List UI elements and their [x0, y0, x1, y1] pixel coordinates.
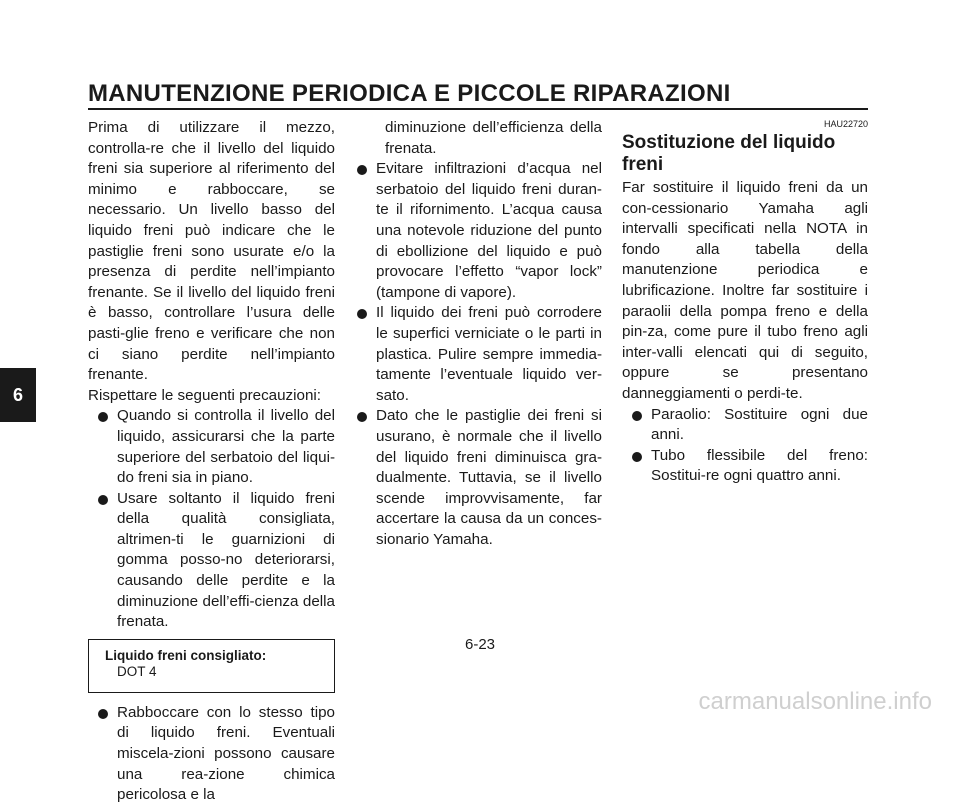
- list-item: Rabboccare con lo stesso tipo di liquido freni. Eventuali miscela-zioni possono causare una rea-zione chimica pericolosa e la: [98, 703, 335, 806]
- section-paragraph: Far sostituire il liquido freni da un con-cessionario Yamaha agli intervalli specificati nella NOTA in fondo alla tabella della manutenzione periodica e lubrificazione. Inoltre far sostituire i paraolii della pompa freno e della pin-za, come pure il tubo freno agli inter-valli elencati qui di seguito, oppure se presentano danneggiamenti o perdi-te.: [622, 179, 868, 402]
- bullet-icon: [98, 709, 108, 719]
- section-title: Sostituzione del liquido freni: [622, 132, 836, 175]
- list-item: Paraolio: Sostituire ogni due anni.: [632, 405, 868, 446]
- list-item: Dato che le pastiglie dei freni si usurano, è normale che il livello del liquido freni diminuisca gra-dualmente. Tuttavia, se il livello scende improvvisamente, far accertare la causa da un conces-sionario Yamaha.: [357, 406, 602, 550]
- watermark: carmanualsonline.info: [698, 688, 932, 715]
- chapter-tab: 6: [0, 368, 36, 422]
- intro-paragraph: Prima di utilizzare il mezzo, controlla-re che il livello del liquido freni sia superiore al riferimento del minimo e rabboccare, se necessario. Un livello basso del liquido freni può indicare che le pastiglie freni sono usurate e/o la presenza di perdite nell’impianto frenante. Se il livello del liquido freni è basso, controllare l’usura delle pasti-glie freno e verificare che non ci siano perdite nell’impianto frenante.: [88, 119, 335, 384]
- bullet-icon: [357, 412, 367, 422]
- list-item: Tubo flessibile del freno: Sostitui-re ogni quattro anni.: [632, 446, 868, 487]
- precautions-heading: Rispettare le seguenti precauzioni:: [88, 386, 322, 404]
- column-left: [88, 118, 335, 806]
- bullet-icon: [357, 309, 367, 319]
- list-item: Il liquido dei freni può corrodere le superfici verniciate o le parti in plastica. Pulire sempre immedia-tamente l’eventuale liquido ver-sato.: [357, 303, 602, 406]
- box-label: Liquido freni consigliato:: [105, 647, 267, 663]
- section-code: HAU22720: [823, 119, 868, 129]
- header-rule: [88, 108, 868, 110]
- continued-text: diminuzione dell’efficienza della frenata.: [385, 119, 602, 157]
- bullet-icon: [98, 495, 108, 505]
- page-number: 6-23: [464, 636, 496, 653]
- bullet-icon: [632, 411, 642, 421]
- column-right: [622, 118, 868, 487]
- bullet-icon: [98, 412, 108, 422]
- page-header-title: MANUTENZIONE PERIODICA E PICCOLE RIPARAZIONI: [88, 80, 731, 107]
- box-value: DOT 4: [117, 663, 157, 679]
- column-middle: [357, 118, 602, 550]
- list-item: Quando si controlla il livello del liquido, assicurarsi che la parte superiore del serbatoio del liqui-do freni sia in piano.: [98, 406, 335, 488]
- bullet-icon: [632, 452, 642, 462]
- list-item: Evitare infiltrazioni d’acqua nel serbatoio del liquido freni duran-te il rifornimento. L’acqua causa una notevole riduzione del punto di ebollizione del liquido e può provocare l’effetto “vapor lock” (tampone di vapore).: [357, 159, 602, 303]
- bullet-icon: [357, 165, 367, 175]
- list-item: Usare soltanto il liquido freni della qualità consigliata, altrimen-ti le guarnizioni di gomma posso-no deteriorarsi, causando delle perdite e la diminuzione dell’effi-cienza della frenata.: [98, 489, 335, 633]
